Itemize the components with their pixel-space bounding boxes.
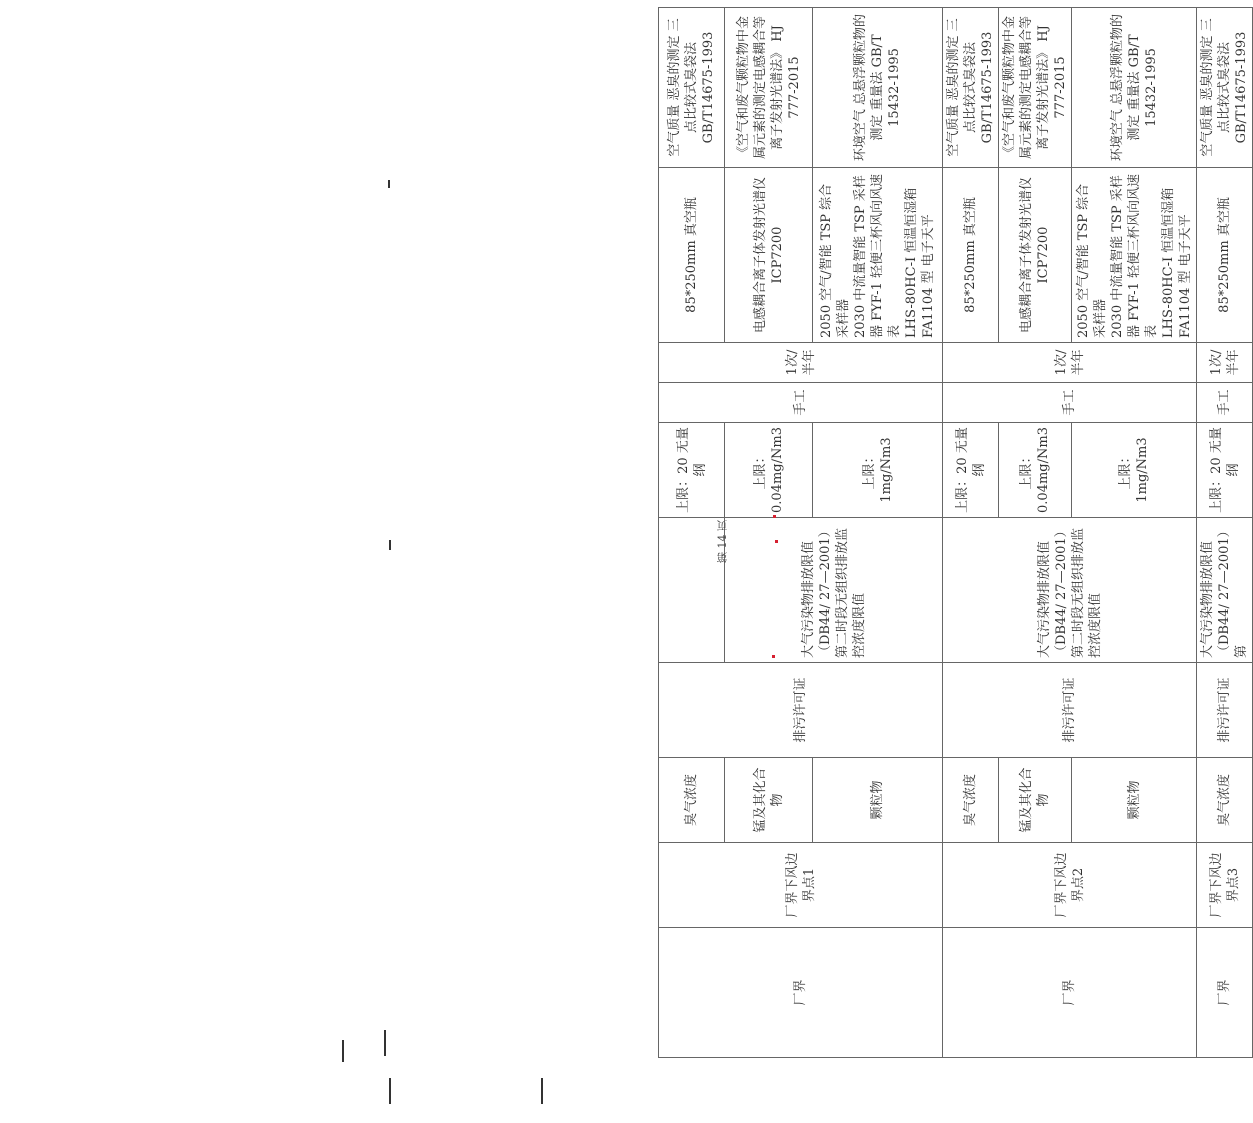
instrument-line: LHS-80HC-I 恒温恒湿箱 FA1104 型 电子天平 [1160,187,1193,338]
rotated-table-wrapper [658,8,1248,1058]
point-cell: 厂界下风边界点1 [659,843,943,928]
method-type-cell: 手工 [943,383,1197,423]
page-number [717,520,731,580]
frequency-cell: 1次/半年 [1197,343,1253,383]
factor-cell: 颗粒物 [1072,758,1197,843]
instrument-cell [1072,168,1197,343]
instrument-cell: 85*250mm 真空瓶 [1197,168,1253,343]
limit-cell: 上限：0.04mg/Nm3 [725,423,813,518]
standard-cell: 大气污染物排放限值（DB44/ 27—2001）第 [1197,518,1253,663]
analysis-method-cell: 空气质量 恶臭的测定 三点比较式臭袋法 GB/T14675-1993 [659,8,725,168]
method-type-cell: 手工 [1197,383,1253,423]
point-cell: 厂界下风边界点2 [943,843,1197,928]
limit-cell: 上限：0.04mg/Nm3 [999,423,1072,518]
basis-cell: 排污许可证 [659,663,943,758]
analysis-method-cell: 《空气和废气颗粒物中金属元素的测定电感耦合等离子发射光谱法》 HJ 777-2015 [725,8,813,168]
frequency-cell: 1次/半年 [943,343,1197,383]
scan-speck [775,540,778,543]
factor-cell: 臭气浓度 [1197,758,1253,843]
standard-cell: 大气污染物排放限值（DB44/ 27—2001）第二时段无组织排放监控浓度限值 [725,518,943,663]
instrument-cell: 85*250mm 真空瓶 [943,168,999,343]
analysis-method-cell: 环境空气 总悬浮颗粒物的测定 重量法 GB/T 15432-1995 [813,8,943,168]
analysis-method-cell: 空气质量 恶臭的测定 三点比较式臭袋法 GB/T14675-1993 [1197,8,1253,168]
monitoring-table [658,7,1253,1058]
table-row [943,8,999,1058]
factor-cell: 臭气浓度 [943,758,999,843]
location-cell: 厂界 [943,928,1197,1058]
limit-cell: 上限：20 无量纲 [659,423,725,518]
instrument-cell: 85*250mm 真空瓶 [659,168,725,343]
scan-mark [541,1078,543,1104]
scan-mark [389,540,391,550]
limit-cell: 上限：1mg/Nm3 [1072,423,1197,518]
limit-cell: 上限：1mg/Nm3 [813,423,943,518]
factor-cell: 臭气浓度 [659,758,725,843]
analysis-method-cell: 环境空气 总悬浮颗粒物的测定 重量法 GB/T 15432-1995 [1072,8,1197,168]
limit-cell: 上限：20 无量纲 [1197,423,1253,518]
scan-mark [342,1040,344,1062]
table-row [1197,8,1253,1058]
scan-mark [388,180,390,188]
limit-cell: 上限：20 无量纲 [943,423,999,518]
page-number-text: 第 14 页 [716,520,729,563]
instrument-cell: 电感耦合离子体发射光谱仪 ICP7200 [725,168,813,343]
instrument-line: LHS-80HC-I 恒温恒湿箱 FA1104 型 电子天平 [904,187,936,338]
location-cell: 厂界 [1197,928,1253,1058]
instrument-line: 2030 中流量智能 TSP 采样器 FYF-1 轻便三杯风向风速表 [1109,174,1159,338]
instrument-line: 2030 中流量智能 TSP 采样器 FYF-1 轻便三杯风向风速表 [853,174,902,338]
factor-cell: 锰及其化合物 [725,758,813,843]
analysis-method-cell: 空气质量 恶臭的测定 三点比较式臭袋法 GB/T14675-1993 [943,8,999,168]
standard-cell: 大气污染物排放限值（DB44/ 27—2001）第二时段无组织排放监控浓度限值 [943,518,1197,663]
scan-mark [384,1030,386,1056]
point-cell: 厂界下风边界点3 [1197,843,1253,928]
frequency-cell: 1次/半年 [659,343,943,383]
location-cell: 厂界 [659,928,943,1058]
method-type-cell: 手工 [659,383,943,423]
instrument-line: 2050 空气/智能 TSP 综合采样器 [819,183,851,338]
analysis-method-cell: 《空气和废气颗粒物中金属元素的测定电感耦合等离子发射光谱法》 HJ 777-2015 [999,8,1072,168]
instrument-cell: 电感耦合离子体发射光谱仪 ICP7200 [999,168,1072,343]
factor-cell: 颗粒物 [813,758,943,843]
instrument-line: 2050 空气/智能 TSP 综合采样器 [1075,183,1108,338]
instrument-cell [813,168,943,343]
factor-cell: 锰及其化合物 [999,758,1072,843]
scan-speck [772,655,775,658]
scan-mark [389,1078,391,1104]
scan-speck [773,515,776,518]
basis-cell: 排污许可证 [943,663,1197,758]
basis-cell: 排污许可证 [1197,663,1253,758]
